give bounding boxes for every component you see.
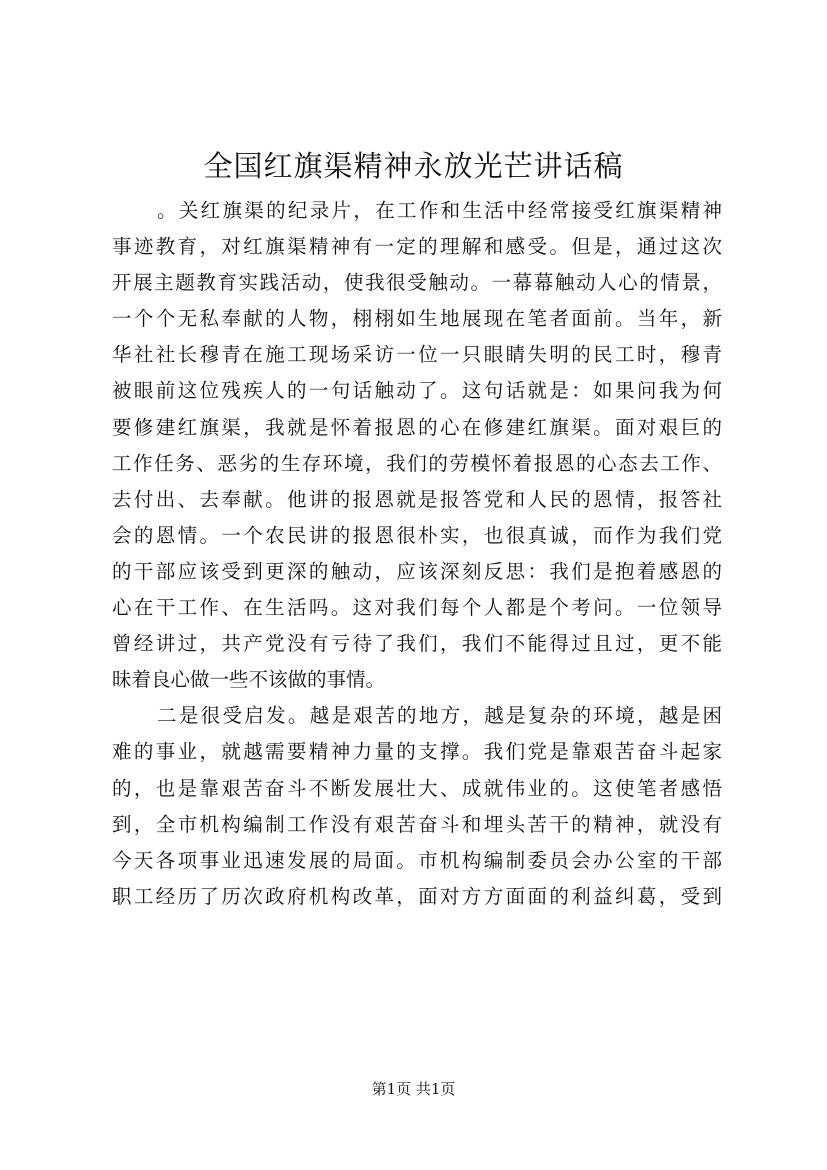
paragraph-2-line-3: 的，也是靠艰苦奋斗不断发展壮大、成就伟业的。这使笔者感悟 <box>112 776 722 800</box>
paragraph-1-line-11: 的干部应该受到更深的触动，应该深刻反思：我们是抱着感恩的 <box>112 559 722 583</box>
page-footer: 第1页 共1页 <box>371 1080 456 1098</box>
paragraph-1-line-8: 工作任务、恶劣的生存环境，我们的劳模怀着报恩的心态去工作、 <box>112 451 722 475</box>
paragraph-1-line-5: 华社社长穆青在施工现场采访一位一只眼睛失明的民工时，穆青 <box>112 343 722 367</box>
paragraph-1-line-1: 。关红旗渠的纪录片，在工作和生活中经常接受红旗渠精神 <box>157 199 722 222</box>
paragraph-2-line-5: 今天各项事业迅速发展的局面。市机构编制委员会办公室的干部 <box>112 848 722 872</box>
paragraph-1-line-12: 心在干工作、在生活吗。这对我们每个人都是个考问。一位领导 <box>112 596 722 620</box>
document-title: 全国红旗渠精神永放光芒讲话稿 <box>203 149 624 183</box>
paragraph-1-line-3: 开展主题教育实践活动，使我很受触动。一幕幕触动人心的情景， <box>112 271 722 295</box>
paragraph-1-line-10: 会的恩情。一个农民讲的报恩很朴实，也很真诚，而作为我们党 <box>112 523 722 547</box>
paragraph-1-line-4: 一个个无私奉献的人物，栩栩如生地展现在笔者面前。当年，新 <box>112 307 722 331</box>
paragraph-2-line-2: 难的事业，就越需要精神力量的支撑。我们党是靠艰苦奋斗起家 <box>112 740 722 764</box>
paragraph-2-line-4: 到，全市机构编制工作没有艰苦奋斗和埋头苦干的精神，就没有 <box>112 812 722 836</box>
paragraph-2-line-1: 二是很受启发。越是艰苦的地方，越是复杂的环境，越是困 <box>157 704 722 728</box>
paragraph-1-line-14: 昧着良心做一些不该做的事情。 <box>112 668 386 692</box>
paragraph-1-line-6: 被眼前这位残疾人的一句话触动了。这句话就是：如果问我为何 <box>112 379 722 403</box>
paragraph-1-line-2: 事迹教育，对红旗渠精神有一定的理解和感受。但是，通过这次 <box>112 235 722 259</box>
paragraph-1-line-9: 去付出、去奉献。他讲的报恩就是报答党和人民的恩情，报答社 <box>112 487 722 511</box>
paragraph-1-line-7: 要修建红旗渠，我就是怀着报恩的心在修建红旗渠。面对艰巨的 <box>112 415 722 439</box>
paragraph-2-line-6: 职工经历了历次政府机构改革，面对方方面面的利益纠葛，受到 <box>112 884 722 908</box>
paragraph-1-line-13: 曾经讲过，共产党没有亏待了我们，我们不能得过且过，更不能 <box>112 632 722 656</box>
document-body <box>112 193 722 915</box>
